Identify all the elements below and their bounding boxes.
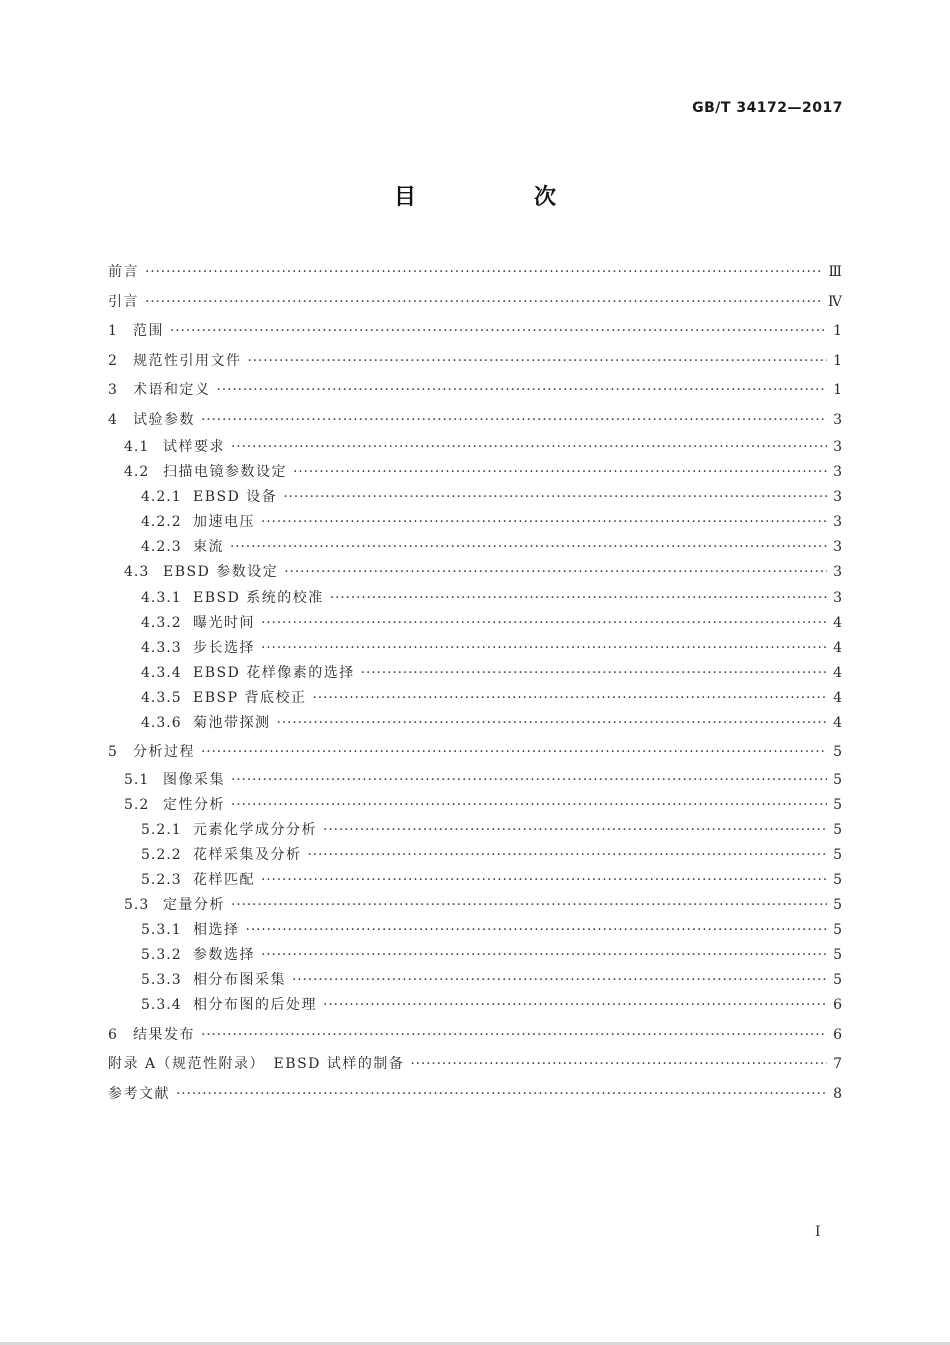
toc-entry-page: 3	[833, 589, 842, 606]
toc-entry[interactable]	[108, 636, 842, 661]
toc-entry[interactable]	[108, 485, 842, 510]
toc-entry-label: EBSD 设备	[193, 489, 278, 506]
toc-entry-label: 附录 A（规范性附录） EBSD 试样的制备	[108, 1056, 405, 1073]
toc-entry[interactable]	[108, 793, 842, 818]
toc-entry[interactable]	[108, 818, 842, 843]
toc-entry-label: 参考文献	[108, 1085, 170, 1102]
toc-entry-label: 束流	[193, 539, 224, 556]
toc-entry-number: 4.3	[124, 564, 150, 581]
toc-entry-page: 7	[833, 1056, 842, 1073]
toc-dot-leader	[277, 711, 828, 736]
toc-entry[interactable]	[108, 918, 842, 943]
toc-entry-page: Ⅲ	[828, 264, 842, 280]
toc-entry-number: 4.3.1	[141, 589, 182, 606]
toc-entry-number: 1	[108, 323, 118, 339]
toc-entry-number: 3	[108, 382, 118, 398]
toc-entry[interactable]	[108, 893, 842, 918]
toc-entry-page: 6	[833, 997, 842, 1014]
toc-entry-page: 4	[833, 614, 842, 631]
toc-entry-label: 参数选择	[193, 947, 255, 964]
toc-dot-leader	[231, 435, 827, 460]
toc-entry-label: EBSD 花样像素的选择	[193, 664, 355, 681]
toc-entry-page: 1	[833, 352, 842, 369]
toc-dot-leader	[261, 636, 827, 661]
toc-entry-number: 4.3.3	[141, 639, 182, 656]
toc-entry-label: 术语和定义	[133, 382, 211, 398]
toc-entry-page: 5	[833, 972, 842, 989]
toc-entry-label: 菊池带探测	[193, 715, 271, 732]
toc-dot-leader	[145, 288, 822, 318]
toc-dot-leader	[246, 918, 828, 943]
toc-entry-label: 相选择	[193, 922, 240, 939]
toc-entry-label: 元素化学成分分析	[193, 821, 317, 838]
toc-entry-label: 结果发布	[133, 1026, 195, 1043]
toc-entry-number: 5.3.4	[141, 997, 182, 1014]
toc-entry-page: 3	[833, 564, 842, 581]
toc-dot-leader	[261, 868, 827, 893]
toc-dot-leader	[248, 347, 828, 377]
toc-entry-number: 4.3.5	[141, 689, 182, 706]
toc-dot-leader	[323, 993, 827, 1018]
toc-entry-number: 5.2.3	[141, 872, 182, 888]
toc-entry[interactable]	[108, 510, 842, 535]
toc-entry-page: 3	[833, 439, 842, 455]
toc-entry-page: 3	[833, 539, 842, 556]
toc-entry[interactable]	[108, 611, 842, 636]
toc-dot-leader	[170, 317, 827, 347]
toc-dot-leader	[323, 818, 827, 843]
toc-entry-number: 5.2	[124, 796, 150, 813]
toc-entry-page: 8	[833, 1085, 842, 1102]
toc-entry-number: 6	[108, 1026, 118, 1043]
toc-entry-page: 1	[833, 382, 842, 398]
page-title: 目 次	[393, 185, 604, 210]
toc-entry-label: 试验参数	[133, 411, 195, 428]
toc-dot-leader	[231, 793, 827, 818]
toc-dot-leader	[201, 1021, 827, 1051]
toc-entry[interactable]	[108, 317, 842, 347]
toc-entry[interactable]	[108, 288, 842, 318]
toc-entry-page: 5	[833, 744, 842, 761]
toc-entry-page: 3	[833, 411, 842, 428]
toc-entry-label: EBSP 背底校正	[193, 689, 307, 706]
toc-entry-page: 5	[833, 846, 842, 863]
toc-dot-leader	[292, 968, 827, 993]
standard-number: GB/T 34172—2017	[692, 100, 843, 116]
toc-dot-leader	[261, 510, 827, 535]
toc-entry-number: 4	[108, 411, 118, 428]
toc-dot-leader	[312, 686, 827, 711]
toc-entry[interactable]	[108, 843, 842, 868]
toc-entry[interactable]	[108, 768, 842, 793]
toc-dot-leader	[176, 1080, 827, 1110]
toc-entry[interactable]	[108, 868, 842, 893]
toc-entry-label: 引言	[108, 293, 139, 310]
toc-entry-page: 4	[833, 664, 842, 681]
toc-entry-label: 定性分析	[163, 796, 225, 813]
toc-entry[interactable]	[108, 686, 842, 711]
toc-entry-page: 6	[833, 1026, 842, 1043]
toc-entry-number: 4.2.2	[141, 514, 182, 531]
toc-entry[interactable]	[108, 406, 842, 436]
toc-dot-leader	[145, 258, 822, 288]
toc-dot-leader	[283, 485, 827, 510]
toc-entry-page: 5	[833, 922, 842, 939]
toc-entry[interactable]	[108, 460, 842, 485]
toc-dot-leader	[201, 406, 827, 436]
toc-dot-leader	[410, 1050, 827, 1080]
toc-entry-page: Ⅳ	[828, 293, 842, 310]
toc-entry-number: 4.2	[124, 464, 150, 481]
toc-entry-page: 5	[833, 771, 842, 788]
toc-entry-page: 4	[833, 715, 842, 732]
toc-entry-page: 3	[833, 464, 842, 481]
toc-entry[interactable]	[108, 435, 842, 460]
toc-entry-label: 图像采集	[163, 771, 225, 788]
toc-entry-label: 扫描电镜参数设定	[163, 464, 287, 481]
toc-entry[interactable]	[108, 560, 842, 585]
toc-entry[interactable]	[108, 943, 842, 968]
toc-dot-leader	[230, 535, 827, 560]
toc-entry-number: 5.3.1	[141, 922, 182, 939]
table-of-contents	[108, 258, 842, 1109]
toc-dot-leader	[217, 376, 828, 406]
toc-dot-leader	[284, 560, 827, 585]
toc-entry-page: 5	[833, 872, 842, 888]
toc-entry[interactable]	[108, 993, 842, 1018]
toc-entry[interactable]	[108, 1080, 842, 1110]
toc-entry-page: 4	[833, 639, 842, 656]
toc-entry-number: 5.2.2	[141, 846, 182, 863]
toc-entry-number: 2	[108, 352, 118, 369]
toc-entry-label: 试样要求	[163, 439, 225, 455]
toc-entry-page: 5	[833, 821, 842, 838]
toc-entry-number: 4.3.6	[141, 715, 182, 732]
toc-entry-label: 相分布图采集	[193, 972, 286, 989]
toc-entry-number: 4.1	[124, 439, 150, 455]
toc-entry[interactable]	[108, 376, 842, 406]
toc-entry-page: 5	[833, 796, 842, 813]
page-folio: Ⅰ	[815, 1224, 821, 1240]
toc-entry-number: 5.2.1	[141, 821, 182, 838]
toc-entry-label: 花样采集及分析	[193, 846, 302, 863]
toc-entry[interactable]	[108, 711, 842, 736]
toc-entry-label: 前言	[108, 264, 139, 280]
toc-dot-leader	[261, 943, 827, 968]
toc-entry-number: 5	[108, 744, 118, 761]
toc-entry-label: 范围	[133, 323, 164, 339]
toc-entry-label: EBSD 参数设定	[163, 564, 279, 581]
toc-entry-number: 4.3.2	[141, 614, 182, 631]
toc-entry[interactable]	[108, 738, 842, 768]
toc-entry-label: 分析过程	[133, 744, 195, 761]
toc-entry[interactable]	[108, 258, 842, 288]
toc-entry-number: 4.2.1	[141, 489, 182, 506]
toc-entry-label: 加速电压	[193, 514, 255, 531]
toc-entry-label: 曝光时间	[193, 614, 255, 631]
toc-entry-number: 4.2.3	[141, 539, 182, 556]
toc-entry-label: 定量分析	[163, 897, 225, 914]
toc-entry-page: 5	[833, 897, 842, 914]
toc-entry[interactable]	[108, 347, 842, 377]
toc-dot-leader	[361, 661, 827, 686]
toc-entry-number: 5.3	[124, 897, 150, 914]
toc-entry[interactable]	[108, 535, 842, 560]
toc-dot-leader	[293, 460, 827, 485]
toc-entry[interactable]	[108, 586, 842, 611]
toc-dot-leader	[308, 843, 828, 868]
toc-entry-label: 步长选择	[193, 639, 255, 656]
toc-dot-leader	[231, 768, 827, 793]
toc-entry[interactable]	[108, 1021, 842, 1051]
toc-entry-label: EBSD 系统的校准	[193, 589, 324, 606]
toc-entry-number: 5.1	[124, 771, 150, 788]
toc-entry-page: 3	[833, 489, 842, 506]
toc-entry[interactable]	[108, 1050, 842, 1080]
toc-entry-page: 1	[833, 323, 842, 339]
toc-entry-page: 3	[833, 514, 842, 531]
toc-dot-leader	[330, 586, 827, 611]
toc-entry-label: 规范性引用文件	[133, 352, 242, 369]
toc-entry-label: 相分布图的后处理	[193, 997, 317, 1014]
toc-dot-leader	[261, 611, 827, 636]
toc-entry-page: 5	[833, 947, 842, 964]
toc-entry-page: 4	[833, 689, 842, 706]
toc-entry-label: 花样匹配	[193, 872, 255, 888]
toc-dot-leader	[231, 893, 827, 918]
toc-entry-number: 5.3.2	[141, 947, 182, 964]
toc-entry-number: 4.3.4	[141, 664, 182, 681]
toc-dot-leader	[201, 738, 827, 768]
toc-entry-number: 5.3.3	[141, 972, 182, 989]
toc-entry[interactable]	[108, 968, 842, 993]
toc-entry[interactable]	[108, 661, 842, 686]
